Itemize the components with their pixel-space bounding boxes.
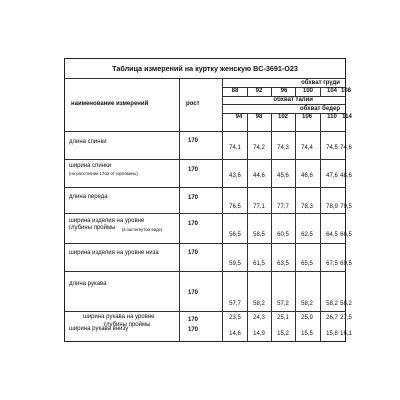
row-value: 58,2 [326,301,338,307]
grid-line [65,78,345,79]
hip-size: 102 [277,114,288,120]
row-value: 15,2 [277,331,289,337]
row-value: 58,5 [253,232,265,238]
row-label: длина спинки [69,139,107,145]
row-value: 44,6 [253,173,265,179]
chest-size: 104 [326,88,337,94]
row-value: 74,4 [301,145,313,151]
row-value: 27,5 [340,315,352,321]
row-value: 62,5 [301,232,313,238]
chest-size: 100 [302,88,313,94]
grid-line [65,243,345,244]
row-note: (на расстоянии 17см от горловины) [69,171,138,176]
row-label: ширина изделия на уровне низа [69,250,159,256]
row-height: 170 [188,290,199,296]
hip-size: 110 [327,114,337,120]
height-header: рост [186,101,200,107]
row-value: 74,3 [277,145,289,151]
row-value: 57,7 [229,301,241,307]
row-label-cont: глубины проймы [104,322,151,328]
row-value: 74,5 [326,145,338,151]
grid-line [65,131,345,132]
row-value: 59,5 [229,261,241,267]
grid-line [65,187,345,188]
row-value: 14,9 [253,331,265,337]
row-value: 14,6 [229,331,241,337]
hip-size: 106 [301,114,312,120]
row-value: 74,1 [229,145,241,151]
row-value: 15,5 [301,331,313,337]
row-value: 65,5 [301,261,313,267]
waist-header: обхват талии [273,97,313,103]
row-value: 48,6 [340,173,352,179]
measurement-name-header: наименование измерений [71,101,149,107]
row-value: 47,6 [326,173,338,179]
row-value: 77,1 [253,204,265,210]
chest-size: 88 [231,88,239,94]
row-height: 170 [188,327,199,333]
row-value: 77,7 [277,204,289,210]
measurement-table [64,58,352,342]
row-value: 25,9 [301,315,313,321]
grid-line [65,311,345,312]
row-label: ширина рукава внизу [69,326,129,332]
grid-line [65,213,345,214]
grid-line [222,104,345,105]
row-value: 43,6 [229,173,241,179]
row-value: 58,2 [301,301,313,307]
row-value: 63,5 [277,261,289,267]
row-label: длина рукава [69,281,107,287]
row-value: 79,5 [340,204,352,210]
row-value: 25,1 [277,315,289,321]
row-height: 170 [188,138,199,144]
hips-header: обхват бедер [300,106,340,112]
row-label-cont: глубины проймы [69,225,116,231]
row-height: 170 [188,317,199,323]
row-label: длина переда [69,194,108,200]
row-value: 66,5 [340,232,352,238]
chest-size: 92 [255,88,263,94]
row-value: 78,9 [326,204,338,210]
row-value: 24,3 [253,315,265,321]
row-value: 26,7 [326,315,338,321]
row-label: ширина рукава на уровне [83,314,155,320]
row-height: 170 [188,221,199,227]
row-label: ширина спинки [69,163,112,169]
grid-line [65,159,345,160]
row-value: 46,6 [301,173,313,179]
row-value: 78,3 [301,204,313,210]
row-value: 45,6 [277,173,289,179]
row-note: (в застегнутом виде) [122,227,163,232]
row-value: 76,5 [229,204,241,210]
grid-line [179,78,180,341]
row-value: 60,5 [277,232,289,238]
row-value: 58,2 [340,301,352,307]
row-value: 56,5 [229,232,241,238]
chest-header: обхват груди [301,80,340,86]
hip-size: 94 [235,114,243,120]
hip-size: 114 [342,114,352,120]
row-height: 170 [188,167,199,173]
row-value: 15,8 [326,331,338,337]
table-title: Таблица измерений на куртку женскую BC-3691-O23 [112,64,298,73]
row-value: 16,1 [340,331,352,337]
chest-size: 96 [280,88,288,94]
row-value: 57,2 [277,301,289,307]
row-value: 74,2 [253,145,265,151]
row-value: 64,5 [326,232,338,238]
row-value: 74,6 [340,145,352,151]
row-value: 58,2 [253,301,265,307]
row-label: ширина изделия на уровне [69,218,145,224]
grid-line [65,271,345,272]
row-value: 61,5 [253,261,265,267]
row-height: 170 [188,195,199,201]
hip-size: 98 [255,114,263,120]
row-value: 69,5 [340,261,352,267]
row-height: 170 [188,250,199,256]
chest-size: 108 [340,88,351,94]
row-value: 67,5 [326,261,338,267]
row-value: 23,5 [229,315,241,321]
